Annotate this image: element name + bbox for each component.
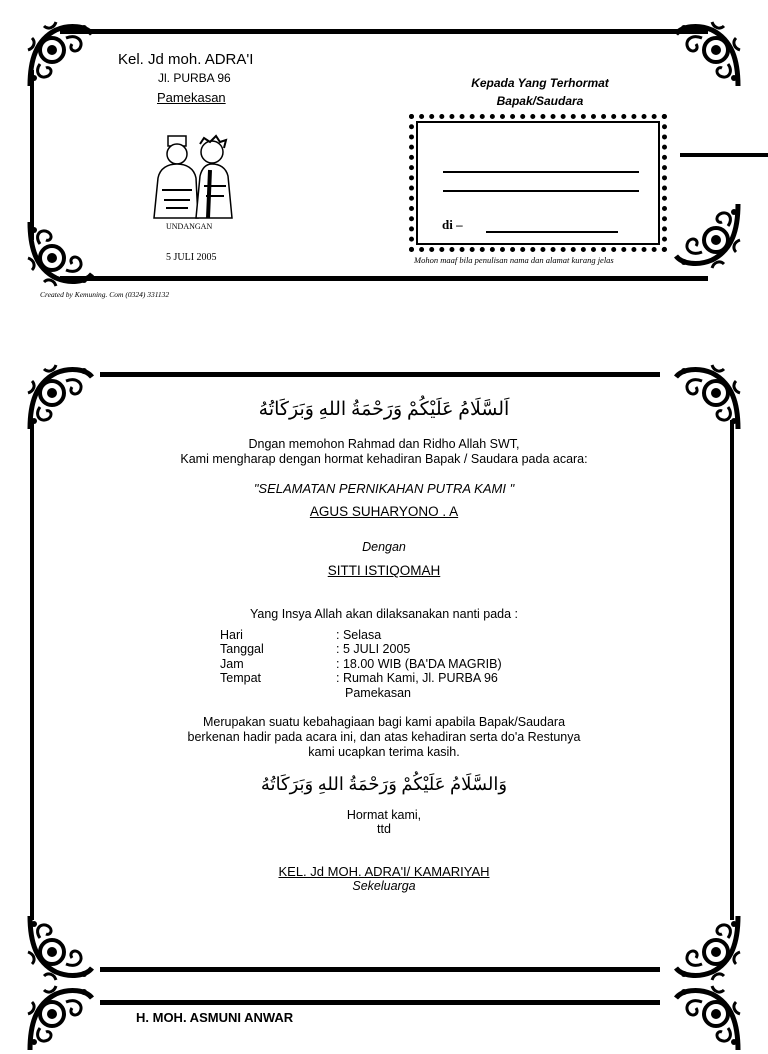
envelope-fold-line xyxy=(680,153,768,157)
detail-label: Tanggal xyxy=(220,642,264,656)
envelope-date: 5 JULI 2005 xyxy=(166,252,217,263)
corner-ornament-icon xyxy=(672,200,742,270)
signatory-name: KEL. Jd MOH. ADRA'I/ KAMARIYAH xyxy=(278,864,490,879)
corner-ornament-icon xyxy=(672,20,742,90)
bride-name: SITTI ISTIQOMAH xyxy=(327,563,441,578)
recipient-heading: Kepada Yang Terhormat xyxy=(471,76,609,90)
salam-closing: وَالسَّلَامُ عَلَيْكُمْ وَرَحْمَةُ اللهِ وَبَرَكَاتُهُ xyxy=(260,774,508,794)
corner-ornament-icon xyxy=(26,218,96,288)
detail-row xyxy=(220,642,410,656)
address-line[interactable] xyxy=(443,171,639,173)
closing-line-1: Merupakan suatu kebahagiaan bagi kami apabila Bapak/Saudara xyxy=(202,715,566,729)
sender-street: Jl. PURBA 96 xyxy=(158,71,231,85)
next-card-name: H. MOH. ASMUNI ANWAR xyxy=(136,1010,294,1025)
detail-value: : 18.00 WIB (BA'DA MAGRIB) xyxy=(336,657,502,671)
signed-mark: ttd xyxy=(377,822,391,836)
couple-illustration xyxy=(140,130,250,220)
envelope-left-border xyxy=(30,70,34,240)
creator-credit: Created by Kemuning. Com (0324) 331132 xyxy=(40,290,170,299)
address-prefix: di – xyxy=(442,217,463,232)
corner-ornament-icon xyxy=(672,912,742,982)
address-line[interactable] xyxy=(486,231,618,233)
address-line[interactable] xyxy=(443,190,639,192)
detail-label: Hari xyxy=(220,628,243,642)
corner-ornament-icon xyxy=(26,912,96,982)
letter-top-border xyxy=(100,372,660,377)
detail-row xyxy=(220,628,381,642)
detail-value: : 5 JULI 2005 xyxy=(336,642,411,656)
detail-row xyxy=(220,671,498,685)
sender-city: Pamekasan xyxy=(157,90,226,105)
corner-ornament-icon xyxy=(672,984,742,1054)
detail-label: Jam xyxy=(220,657,244,671)
salam-opening: اَلسَّلَامُ عَلَيْكُمْ وَرَحْمَةُ اللهِ وَبَرَكَاتُهُ xyxy=(258,399,510,420)
letter-bottom-border xyxy=(100,967,660,972)
event-title: "SELAMATAN PERNIKAHAN PUTRA KAMI " xyxy=(253,481,515,496)
closing-line-2: berkenan hadir pada acara ini, dan atas kehadiran serta do'a Restunya xyxy=(187,730,581,744)
next-card-top-border xyxy=(100,1000,660,1005)
apology-note: Mohon maaf bila penulisan nama dan alamat kurang jelas xyxy=(414,255,614,265)
intro-line-2: Kami mengharap dengan hormat kehadiran Bapak / Saudara pada acara: xyxy=(180,452,588,466)
recipient-title: Bapak/Saudara xyxy=(496,94,584,108)
corner-ornament-icon xyxy=(26,20,96,90)
detail-label: Tempat xyxy=(220,671,261,685)
groom-name: AGUS SUHARYONO . A xyxy=(309,504,459,519)
envelope-caption: UNDANGAN xyxy=(166,222,213,231)
envelope-top-border xyxy=(60,29,708,34)
closing-line-3: kami ucapkan terima kasih. xyxy=(308,745,460,759)
conjunction: Dengan xyxy=(362,540,406,554)
family-label: Sekeluarga xyxy=(352,879,416,893)
place-line-2: Pamekasan xyxy=(345,686,412,700)
schedule-intro: Yang Insya Allah akan dilaksanakan nanti pada : xyxy=(249,607,519,621)
intro-line-1: Dngan memohon Rahmad dan Ridho Allah SWT, xyxy=(248,437,520,451)
sender-name: Kel. Jd moh. ADRA'I xyxy=(118,51,254,68)
corner-ornament-icon xyxy=(26,984,96,1054)
detail-value: : Selasa xyxy=(336,628,382,642)
regards: Hormat kami, xyxy=(346,808,422,822)
detail-value: : Rumah Kami, Jl. PURBA 96 xyxy=(336,671,498,685)
detail-row xyxy=(220,657,502,671)
envelope-bottom-border xyxy=(60,276,708,281)
